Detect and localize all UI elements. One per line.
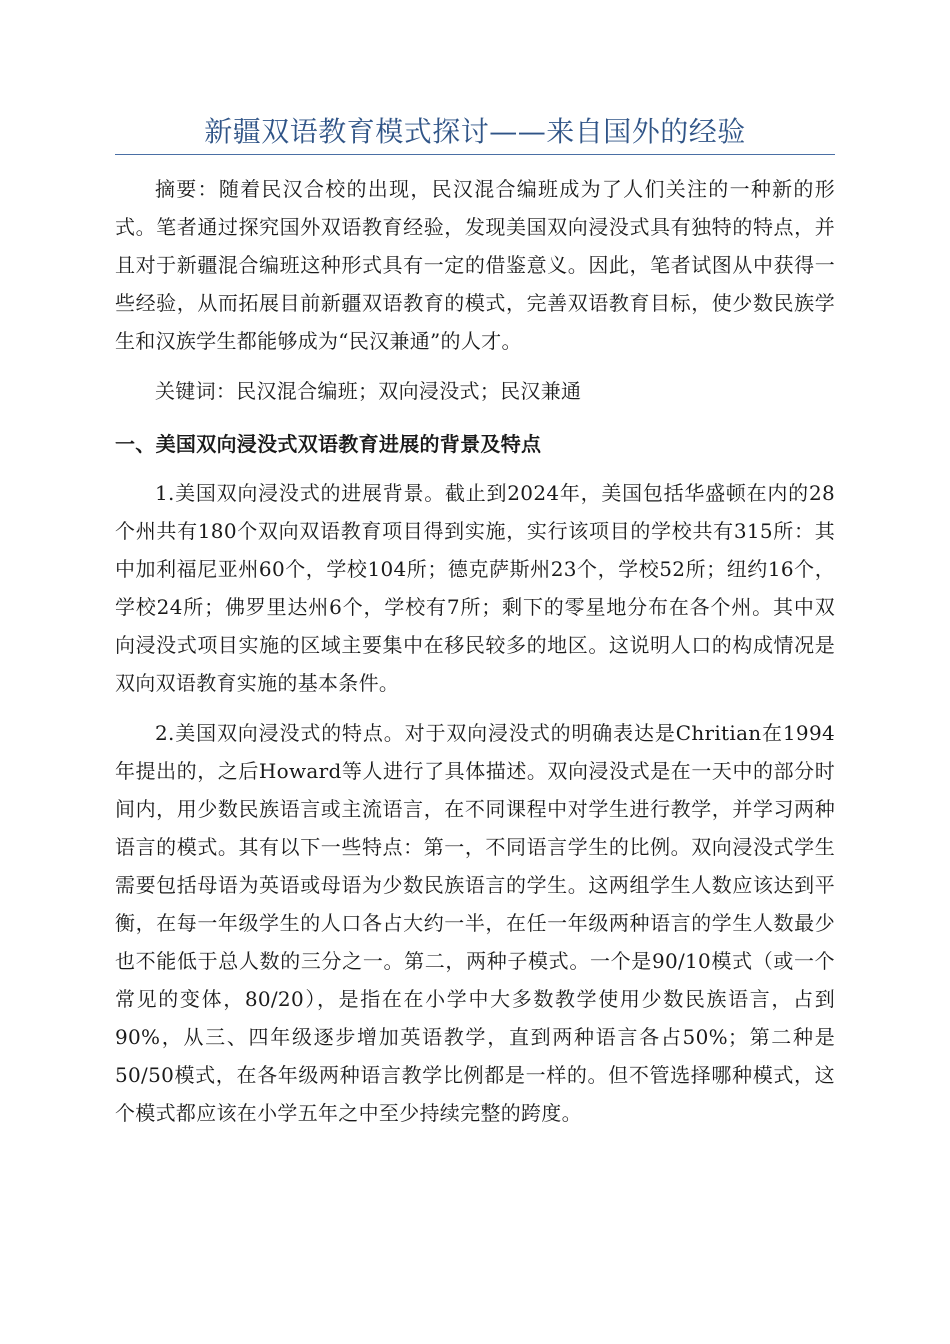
document-title: 新疆双语教育模式探讨——来自国外的经验 xyxy=(204,115,746,148)
title-underline xyxy=(115,154,835,155)
body-paragraph-background: 1.美国双向浸没式的进展背景。截止到2024年，美国包括华盛顿在内的28个州共有180个双向双语教育项目得到实施，实行该项目的学校共有315所：其中加利福尼亚州60个，学校104所；德克萨斯州23个，学校52所；纽约16个，学校24所；佛罗里达州6个，学校有7所；剩下的零星地分布在各个州。其中双向浸没式项目实施的区域主要集中在移民较多的地区。这说明人口的构成情况是双向双语教育实施的基本条件。 xyxy=(115,481,835,695)
body-paragraph-features: 2.美国双向浸没式的特点。对于双向浸没式的明确表达是Chritian在1994年提出的，之后Howard等人进行了具体描述。双向浸没式是在一天中的部分时间内，用少数民族语言或主流语言，在不同课程中对学生进行教学，并学习两种语言的模式。其有以下一些特点：第一，不同语言学生的比例。双向浸没式学生需要包括母语为英语或母语为少数民族语言的学生。这两组学生人数应该达到平衡，在每一年级学生的人口各占大约一半，在任一年级两种语言的学生人数最少也不能低于总人数的三分之一。第二，两种子模式。一个是90/10模式（或一个常见的变体，80/20），是指在在小学中大多数教学使用少数民族语言，占到90%，从三、四年级逐步增加英语教学，直到两种语言各占50%；第二种是50/50模式，在各年级两种语言教学比例都是一样的。但不管选择哪种模式，这个模式都应该在小学五年之中至少持续完整的跨度。 xyxy=(115,721,835,1125)
section-heading: 一、美国双向浸没式双语教育进展的背景及特点 xyxy=(115,432,542,456)
document-body xyxy=(115,170,835,1144)
keywords-line: 关键词：民汉混合编班；双向浸没式；民汉兼通 xyxy=(155,379,582,403)
abstract-paragraph: 摘要：随着民汉合校的出现，民汉混合编班成为了人们关注的一种新的形式。笔者通过探究国外双语教育经验，发现美国双向浸没式具有独特的特点，并且对于新疆混合编班这种形式具有一定的借鉴意义。因此，笔者试图从中获得一些经验，从而拓展目前新疆双语教育的模式，完善双语教育目标，使少数民族学生和汉族学生都能够成为“民汉兼通”的人才。 xyxy=(115,177,835,353)
